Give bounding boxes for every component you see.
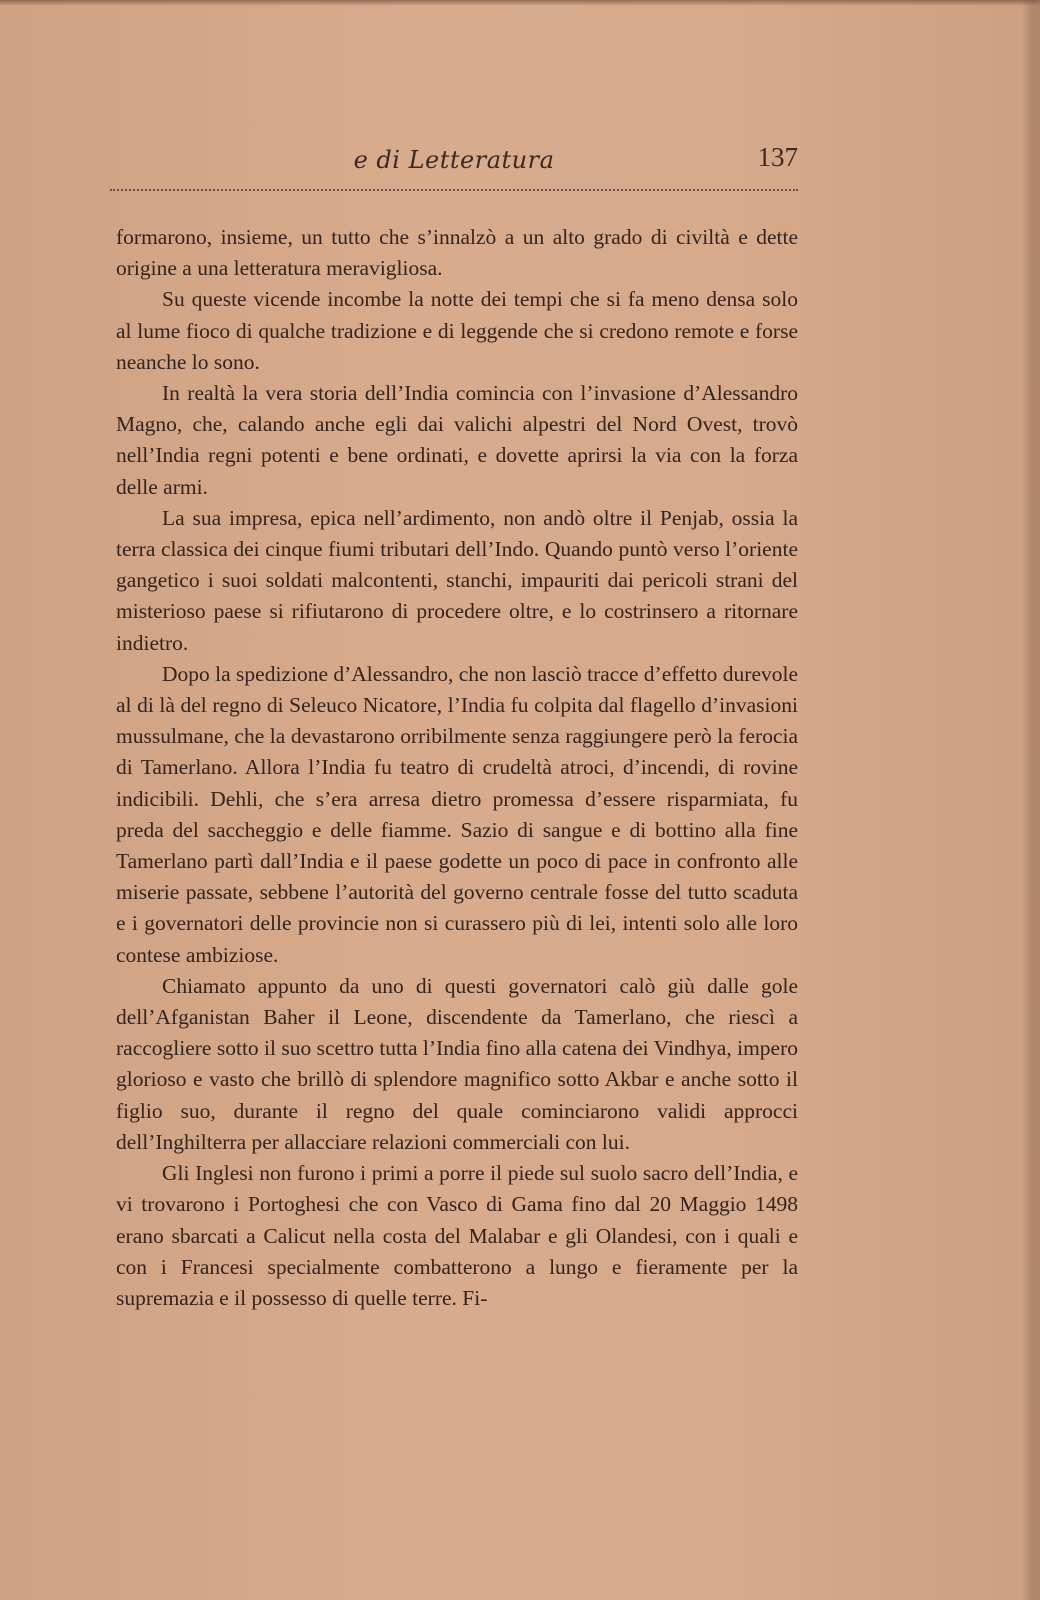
paragraph: Chiamato appunto da uno di questi governatori calò giù dalle gole dell’Afganistan Baher il Leone, discendente da Tamerlano, che riescì a raccogliere sotto il suo scettro tutta l’India fino alla catena dei Vindhya, impero glorioso e vasto che brillò di splendore magnifico sotto Akbar e anche sotto il figlio suo, durante il regno del quale cominciarono validi approcci dell’Inghilterra per allacciare relazioni commerciali con lui.: [116, 973, 798, 1154]
paragraph: In realtà la vera storia dell’India comincia con l’invasione d’Alessandro Magno, che, calando anche egli dai valichi alpestri del Nord Ovest, trovò nell’India regni potenti e bene ordinati, e dovette aprirsi la via con la forza delle armi.: [116, 381, 798, 499]
running-title: e di Letteratura: [353, 146, 555, 174]
paragraph: La sua impresa, epica nell’ardimento, non andò oltre il Penjab, ossia la terra classica dei cinque fiumi tributari dell’Indo. Quando puntò verso l’oriente gangetico i suoi soldati malcontenti, stanchi, impauriti dai pericoli strani del misterioso paese si rifiutarono di procedere oltre, e lo costrinsero a ritornare indietro.: [116, 505, 798, 655]
page-number: 137: [757, 142, 798, 172]
page-top-shadow: [0, 0, 1040, 6]
paragraph: Su queste vicende incombe la notte dei tempi che si fa meno densa solo al lume fioco di qualche tradizione e di leggende che si credono remote e forse neanche lo sono.: [116, 287, 798, 374]
paragraph: formarono, insieme, un tutto che s’innalzò a un alto grado di civiltà e dette origine a una letteratura meravigliosa.: [116, 225, 798, 281]
header-dotted-rule: [110, 189, 798, 191]
page-right-edge: [1022, 0, 1040, 1600]
paragraph: Gli Inglesi non furono i primi a porre il piede sul suolo sacro dell’India, e vi trovarono i Portoghesi che con Vasco di Gama fino dal 20 Maggio 1498 erano sbarcati a Calicut nella costa del Malabar e gli Olandesi, con i quali e con i Francesi specialmente combatterono a lungo e fieramente per la supremazia e il possesso di quelle terre. Fi-: [116, 1161, 798, 1310]
paragraph: Dopo la spedizione d’Alessandro, che non lasciò tracce d’effetto durevole al di là del regno di Seleuco Nicatore, l’India fu colpita dal flagello d’invasioni mussulmane, che la devastarono orribilmente senza raggiungere però la ferocia di Tamerlano. Allora l’India fu teatro di crudeltà atroci, d’incendi, di rovine indicibili. Dehli, che s’era arresa dietro promessa d’essere risparmiata, fu preda del saccheggio e delle fiamme. Sazio di sangue e di bottino alla fine Tamerlano partì dall’India e il paese godette un poco di pace in confronto alle miserie passate, sebbene l’autorità del governo centrale fosse del tutto scaduta e i governatori delle provincie non si curassero più di lei, intenti solo alle loro contese ambiziose.: [116, 661, 799, 967]
body-text: [116, 222, 798, 1314]
page-header: [110, 142, 798, 188]
